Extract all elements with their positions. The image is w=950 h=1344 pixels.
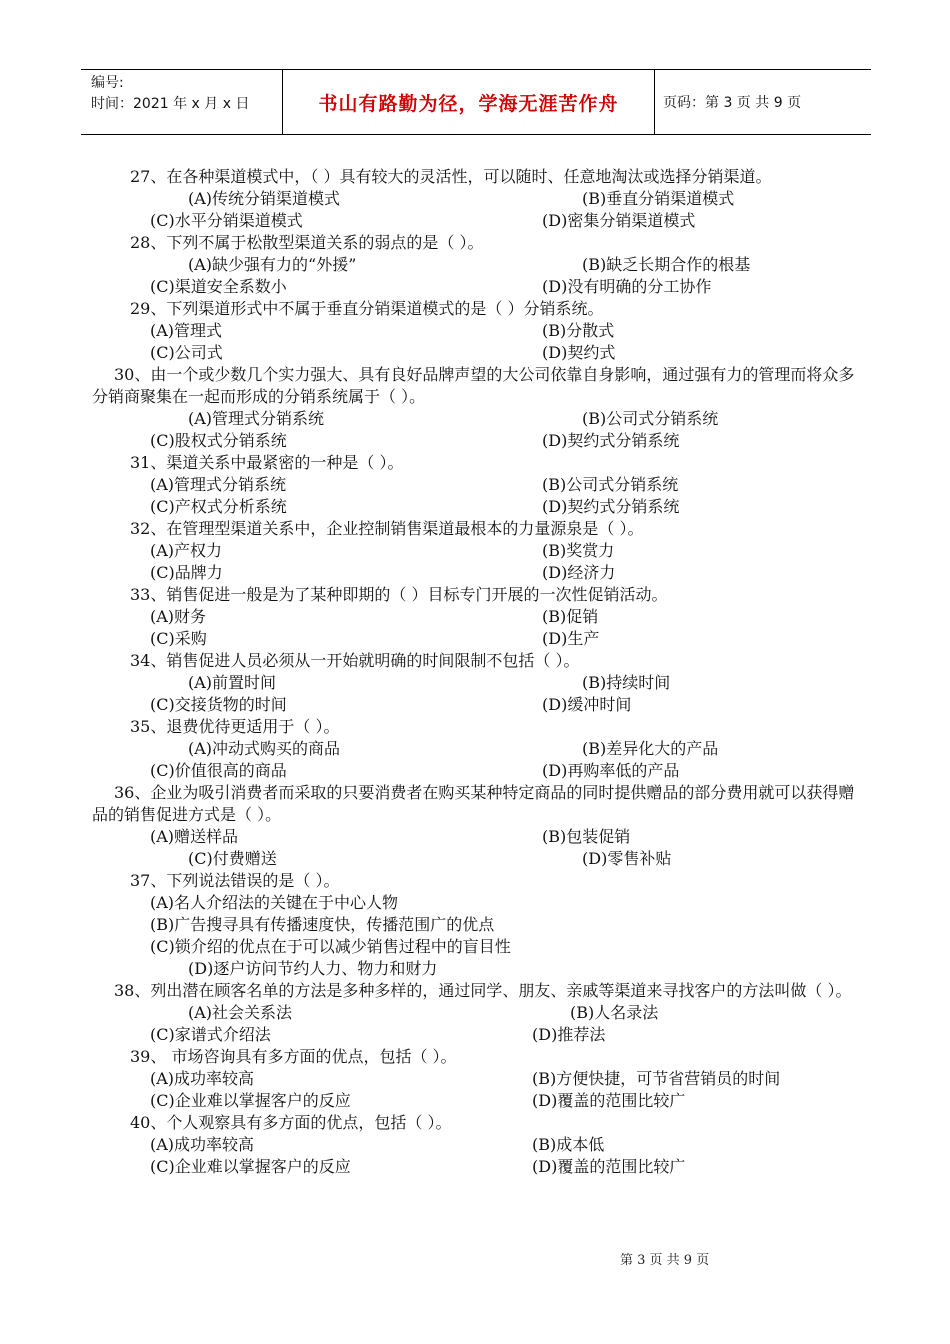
options-row (108, 606, 860, 628)
option: (D)推荐法 (532, 1025, 606, 1044)
question-32: 32、在管理型渠道关系中，企业控制销售渠道最根本的力量源泉是（ ）。 (130, 519, 644, 538)
option: (C)企业难以掌握客户的反应 (150, 1091, 351, 1110)
option: (A)前置时间 (188, 673, 277, 692)
option: (A)财务 (150, 607, 207, 626)
option: (C)交接货物的时间 (150, 695, 287, 714)
options-row (108, 1156, 860, 1178)
option: (C)公司式 (150, 343, 223, 362)
option: (B)奖赏力 (542, 541, 615, 560)
options-row (108, 1024, 860, 1046)
question-36: 36、企业为吸引消费者而采取的只要消费者在购买某种特定商品的同时提供赠品的部分费用就可以获得赠品的销售促进方式是（ ）。 (92, 783, 855, 824)
option: (B)促销 (542, 607, 599, 626)
statement-line: (C)锁介绍的优点在于可以减少销售过程中的盲目性 (150, 937, 511, 956)
option: (B)人名录法 (570, 1003, 659, 1022)
option: (A)社会关系法 (188, 1003, 293, 1022)
option: (C)价值很高的商品 (150, 761, 287, 780)
options-row (108, 694, 860, 716)
question-29: 29、下列渠道形式中不属于垂直分销渠道模式的是（ ）分销系统。 (130, 299, 604, 318)
option: (C)产权式分析系统 (150, 497, 287, 516)
footer-page-number: 第 3 页 共 9 页 (620, 1253, 710, 1268)
option: (B)公司式分销系统 (542, 475, 679, 494)
option: (D)契约式分销系统 (542, 497, 680, 516)
option: (A)管理式分销系统 (150, 475, 287, 494)
options-row (108, 320, 860, 342)
option: (C)家谱式介绍法 (150, 1025, 271, 1044)
options-row (108, 408, 860, 430)
question-38: 38、列出潜在顾客名单的方法是多种多样的，通过同学、朋友、亲戚等渠道来寻找客户的方法叫做（ ）。 (114, 981, 852, 1000)
question-31: 31、渠道关系中最紧密的一种是（ ）。 (130, 453, 404, 472)
number-label: 编号: (91, 75, 124, 91)
option: (C)股权式分销系统 (150, 431, 287, 450)
option: (D)密集分销渠道模式 (542, 211, 696, 230)
options-row (108, 760, 860, 782)
option: (D)没有明确的分工协作 (542, 277, 712, 296)
option: (B)差异化大的产品 (582, 739, 719, 758)
option: (B)持续时间 (582, 673, 671, 692)
option: (D)经济力 (542, 563, 616, 582)
options-row (108, 188, 860, 210)
question-37: 37、下列说法错误的是（ ）。 (130, 871, 340, 890)
options-row (108, 496, 860, 518)
option: (D)契约式分销系统 (542, 431, 680, 450)
option: (A)产权力 (150, 541, 223, 560)
page-header (81, 69, 871, 135)
option: (A)冲动式购买的商品 (188, 739, 341, 758)
statement-line: (D)逐户访问节约人力、物力和财力 (188, 959, 438, 978)
option: (B)垂直分销渠道模式 (582, 189, 735, 208)
option: (C)采购 (150, 629, 207, 648)
option: (D)零售补贴 (582, 849, 672, 868)
options-row (108, 628, 860, 650)
option: (A)赠送样品 (150, 827, 239, 846)
options-row (108, 826, 860, 848)
header-motto: 书山有路勤为径，学海无涯苦作舟 (283, 70, 655, 134)
options-row (108, 848, 860, 870)
time-label: 时间：2021 年 x 月 x 日 (91, 96, 250, 112)
options-row (108, 562, 860, 584)
option: (D)再购率低的产品 (542, 761, 680, 780)
option: (C)品牌力 (150, 563, 223, 582)
options-row (108, 276, 860, 298)
question-34: 34、销售促进人员必须从一开始就明确的时间限制不包括（ ）。 (130, 651, 580, 670)
option: (B)公司式分销系统 (582, 409, 719, 428)
option: (C)企业难以掌握客户的反应 (150, 1157, 351, 1176)
statement-line: (A)名人介绍法的关键在于中心人物 (150, 893, 399, 912)
statement-line: (B)广告搜寻具有传播速度快，传播范围广的优点 (150, 915, 495, 934)
question-30: 30、由一个或少数几个实力强大、具有良好品牌声望的大公司依靠自身影响，通过强有力的管理而将众多分销商聚集在一起而形成的分销系统属于（ ）。 (92, 365, 855, 406)
option: (D)契约式 (542, 343, 616, 362)
option: (A)成功率较高 (150, 1069, 255, 1088)
question-39: 39、 市场咨询具有多方面的优点，包括（ ）。 (130, 1047, 457, 1066)
question-list (92, 166, 860, 1178)
option: (A)成功率较高 (150, 1135, 255, 1154)
header-meta (81, 70, 283, 134)
options-row (108, 342, 860, 364)
option: (B)成本低 (532, 1135, 605, 1154)
question-27: 27、在各种渠道模式中，（ ）具有较大的灵活性，可以随时、任意地淘汰或选择分销渠道。 (130, 167, 772, 186)
option: (A)管理式 (150, 321, 223, 340)
option: (A)管理式分销系统 (188, 409, 325, 428)
option: (B)方便快捷，可节省营销员的时间 (532, 1069, 781, 1088)
option: (B)包装促销 (542, 827, 631, 846)
question-28: 28、下列不属于松散型渠道关系的弱点的是（ ）。 (130, 233, 484, 252)
option: (B)缺乏长期合作的根基 (582, 255, 751, 274)
options-row (108, 540, 860, 562)
option: (D)生产 (542, 629, 600, 648)
option: (A)传统分销渠道模式 (188, 189, 341, 208)
options-row (108, 738, 860, 760)
options-row (108, 1134, 860, 1156)
options-row (108, 1068, 860, 1090)
question-33: 33、销售促进一般是为了某种即期的（ ）目标专门开展的一次性促销活动。 (130, 585, 668, 604)
option: (B)分散式 (542, 321, 615, 340)
option: (D)覆盖的范围比较广 (532, 1091, 686, 1110)
option: (C)水平分销渠道模式 (150, 211, 303, 230)
option: (D)覆盖的范围比较广 (532, 1157, 686, 1176)
options-row (108, 210, 860, 232)
options-row (108, 430, 860, 452)
option: (C)渠道安全系数小 (150, 277, 287, 296)
option: (D)缓冲时间 (542, 695, 632, 714)
question-40: 40、个人观察具有多方面的优点，包括（ ）。 (130, 1113, 452, 1132)
options-row (108, 1002, 860, 1024)
options-row (108, 254, 860, 276)
header-page-code: 页码：第 3 页 共 9 页 (663, 95, 802, 111)
options-row (108, 672, 860, 694)
question-35: 35、退费优待更适用于（ ）。 (130, 717, 340, 736)
option: (A)缺少强有力的“外援” (188, 255, 357, 274)
options-row (108, 474, 860, 496)
options-row (108, 1090, 860, 1112)
option: (C)付费赠送 (188, 849, 277, 868)
